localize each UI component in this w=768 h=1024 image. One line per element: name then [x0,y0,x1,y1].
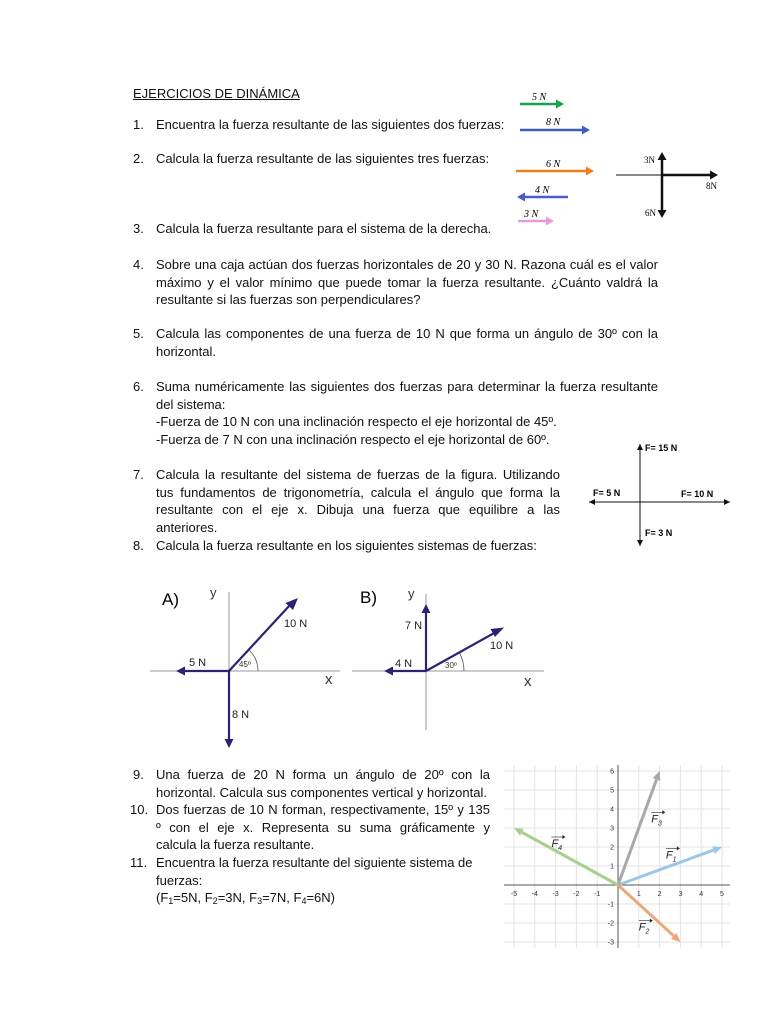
exercise-number: 5. [133,326,144,341]
exercise-6 [133,378,658,448]
force-label: F= 15 N [645,443,678,453]
force-label: 3N [644,155,655,165]
force-label: 10 N [284,618,308,630]
force-label: 10 N [490,640,514,652]
y-axis-label: y [210,585,217,600]
exercise-4 [133,256,658,309]
force-label: F= 10 N [681,489,714,499]
figure-ex8-b [352,580,552,752]
x-tick-label: 3 [678,891,683,898]
force-label: 5 N [189,657,207,669]
force-label: 8N [706,181,717,191]
y-tick-label: 5 [610,787,614,795]
force-label: 7 N [405,620,423,632]
vector-label: $F_1$ [665,849,677,864]
vector-label: $F_4$ [551,838,563,852]
force-label: F= 5 N [593,488,621,498]
x-tick-label: -4 [531,891,538,898]
x-tick-label: -1 [594,891,601,898]
vector-bar-head [650,919,653,923]
angle-arc [459,652,464,671]
force-label: 3 N [524,209,539,220]
force-values: ($F_1=5N$, $F_2=3N$, $F_3=7N$, $F_4=6N$) [156,890,336,906]
figure-label: A) [162,590,179,609]
x-tick-label: -3 [552,891,559,898]
figure-ex2-forces [510,155,610,230]
force-label: 6N [645,208,656,218]
angle-label: 45º [239,660,251,669]
figure-ex11-vectors [500,760,732,958]
force-arrow-10n [229,598,298,671]
force-arrow-7n [422,604,431,671]
y-tick-label: 2 [610,844,614,852]
y-tick-label: -3 [607,939,614,947]
x-tick-label: 5 [720,891,724,898]
figure-ex8-a [150,580,350,752]
exercise-1 [133,116,516,134]
exercise-2 [133,150,516,168]
y-tick-label: -2 [607,920,614,928]
x-tick-label: 2 [657,891,662,898]
exercise-8 [133,537,576,555]
arrowhead-up [637,444,643,450]
exercise-10 [130,801,490,854]
exercise-text: Calcula la resultante del sistema de fuerzas de la figura. Utilizando tus fundamentos de trigonometría, calcula el ángulo que forma la resultante con el eje x. Dibuja una fuerza que equilibre a las anteriores. [156,467,560,535]
force-label: 8 N [546,117,561,128]
force-arrow-up [658,152,667,175]
exercise-number: 1. [133,117,144,132]
exercise-number: 9. [133,767,144,782]
y-axis-label: y [408,586,415,601]
exercise-number: 6. [133,379,144,394]
exercise-text: Calcula las componentes de una fuerza de 10 N que forma un ángulo de 30º con la horizontal. [156,326,658,359]
y-tick-label: 6 [610,768,614,776]
exercise-text: Dos fuerzas de 10 N forman, respectivamente, 15º y 135 º con el eje x. Representa su suma gráficamente y calcula la fuerza resultante. [156,802,490,852]
exercise-line: -Fuerza de 10 N con una inclinación respecto el eje horizontal de 45º. [156,414,557,429]
force-arrow-right [662,171,718,180]
exercise-number: 2. [133,151,144,166]
x-tick-label: 4 [699,891,704,898]
vector-bar-head [562,835,565,839]
page-title: EJERCICIOS DE DINÁMICA [133,86,300,101]
force-label: F= 3 N [645,528,673,538]
exercise-3 [133,220,516,238]
exercise-text: Encuentra la fuerza resultante del siguiente sistema de fuerzas: [156,855,473,888]
exercise-text: Calcula la fuerza resultante de las siguientes tres fuerzas: [156,151,490,166]
exercise-text: Calcula la fuerza resultante en los siguientes sistemas de fuerzas: [156,538,537,553]
vector-f4 [514,825,618,885]
exercise-number: 4. [133,257,144,272]
vector-f2 [618,885,683,942]
x-axis-label: x [325,671,333,688]
force-label: 4 N [395,658,413,670]
figure-ex1-forces [510,88,610,138]
exercise-number: 8. [133,538,144,553]
exercise-number: 11. [130,855,148,870]
x-axis-label: x [524,673,532,690]
exercise-9 [133,766,490,801]
figure-ex3-system [612,148,732,228]
exercise-5 [133,325,658,360]
exercise-number: 3. [133,221,144,236]
force-label: 6 N [546,159,561,170]
arrowhead-down [637,540,643,546]
vector-label: $F_3$ [651,813,662,828]
arrowhead-right [724,499,730,505]
y-tick-label: 4 [610,806,614,814]
exercise-text: Una fuerza de 20 N forma un ángulo de 20º con la horizontal. Calcula sus componentes vertical y horizontal. [156,767,490,800]
y-tick-label: 1 [610,863,614,871]
angle-label: 30º [445,661,457,670]
exercise-number: 7. [133,467,144,482]
exercise-text: Sobre una caja actúan dos fuerzas horizontales de 20 y 30 N. Razona cuál es el valor máximo y el valor mínimo que puede tomar la fuerza resultante. ¿Cuánto valdrá la resultante si las fuerzas son perpendiculares? [156,257,658,307]
force-label: 8 N [232,709,250,721]
exercise-text: Calcula la fuerza resultante para el sistema de la derecha. [156,221,492,236]
x-tick-label: -2 [573,891,580,898]
figure-ex7-system [585,440,735,550]
x-tick-label: -5 [510,891,518,898]
arrowhead-left [589,499,595,505]
exercise-number: 10. [130,802,149,817]
force-label: 5 N [532,92,547,103]
figure-label: B) [360,588,377,607]
exercise-text: Suma numéricamente las siguientes dos fuerzas para determinar la fuerza resultante del sistema: [156,379,658,412]
vector-bar-head [662,810,665,814]
exercise-7 [133,466,560,536]
vector-label: $F_2$ [638,921,650,936]
exercise-11 [130,854,490,911]
exercise-line: -Fuerza de 7 N con una inclinación respecto el eje horizontal de 60º. [156,431,550,447]
y-tick-label: 3 [610,825,614,833]
x-tick-label: 1 [636,891,641,898]
force-label: 4 N [535,185,550,196]
force-arrow-down [658,175,667,218]
exercise-text: Encuentra la fuerza resultante de las siguientes dos fuerzas: [156,117,505,132]
y-tick-label: -1 [607,901,614,909]
